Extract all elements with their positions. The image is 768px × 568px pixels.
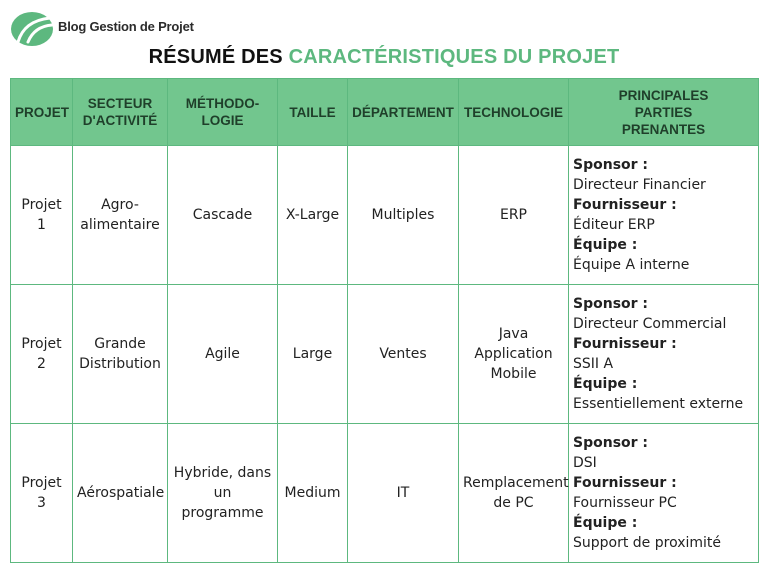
header-methodo-line: MÉTHODO-	[185, 96, 260, 111]
cell-taille: Medium	[278, 424, 348, 563]
header-technologie: TECHNOLOGIE	[459, 79, 569, 146]
cell-departement: IT	[348, 424, 459, 563]
sponsor-label: Sponsor :	[573, 296, 649, 312]
cell-technologie	[459, 146, 569, 285]
header-secteur-line: D'ACTIVITÉ	[82, 113, 158, 128]
table-row	[11, 424, 759, 563]
header-departement: DÉPARTEMENT	[348, 79, 459, 146]
cell-secteur	[73, 424, 168, 563]
cell-parties-prenantes	[569, 285, 759, 424]
project-summary-table	[10, 78, 759, 563]
cell-secteur	[73, 285, 168, 424]
cell-line: alimentaire	[80, 217, 160, 233]
header-parties-line: PRENANTES	[621, 121, 706, 137]
equipe-value: Essentiellement externe	[573, 396, 744, 412]
fournisseur-value: Fournisseur PC	[573, 495, 677, 511]
sponsor-value: Directeur Commercial	[573, 316, 727, 332]
brand-name: Blog Gestion de Projet	[58, 18, 194, 34]
cell-departement: Ventes	[348, 285, 459, 424]
cell-taille: X-Large	[278, 146, 348, 285]
cell-line: Agile	[205, 346, 240, 362]
header-parties-line: PRINCIPALES	[618, 87, 709, 103]
title-part-2: CARACTÉRISTIQUES DU PROJET	[288, 46, 620, 68]
header-secteur	[73, 79, 168, 146]
table-row	[11, 285, 759, 424]
cell-line: Agro-	[101, 197, 139, 213]
cell-line: Remplacement	[463, 475, 569, 491]
leaf-logo-icon	[10, 8, 56, 48]
cell-parties-prenantes	[569, 424, 759, 563]
header-taille: TAILLE	[278, 79, 348, 146]
cell-technologie	[459, 285, 569, 424]
cell-line: un programme	[181, 485, 264, 521]
cell-departement: Multiples	[348, 146, 459, 285]
cell-line: Aérospatiale	[77, 485, 165, 501]
brand-logo[interactable]	[10, 8, 194, 48]
cell-line: Cascade	[192, 207, 253, 223]
table-header-row	[11, 79, 759, 146]
cell-line: Hybride, dans	[173, 465, 272, 481]
equipe-label: Équipe :	[573, 237, 638, 253]
cell-line: Mobile	[490, 366, 537, 382]
sponsor-label: Sponsor :	[573, 157, 649, 173]
cell-line: de PC	[493, 495, 534, 511]
header-methodo-line: LOGIE	[201, 113, 244, 128]
cell-secteur	[73, 146, 168, 285]
header-projet: PROJET	[11, 79, 73, 146]
cell-methodologie	[168, 146, 278, 285]
title-part-1: RÉSUMÉ DES	[148, 46, 283, 68]
cell-methodologie	[168, 285, 278, 424]
cell-line: Grande	[94, 336, 146, 352]
cell-projet: Projet 3	[11, 424, 73, 563]
equipe-value: Support de proximité	[573, 535, 722, 551]
sponsor-label: Sponsor :	[573, 435, 649, 451]
cell-line: Distribution	[79, 356, 161, 372]
header-methodologie	[168, 79, 278, 146]
cell-line: ERP	[499, 207, 527, 223]
header-parties-prenantes	[569, 79, 759, 146]
cell-line: Java	[498, 326, 529, 342]
cell-projet: Projet 1	[11, 146, 73, 285]
header-secteur-line: SECTEUR	[87, 96, 153, 111]
cell-taille: Large	[278, 285, 348, 424]
fournisseur-value: SSII A	[573, 356, 614, 372]
fournisseur-label: Fournisseur :	[573, 475, 677, 491]
equipe-label: Équipe :	[573, 515, 638, 531]
cell-methodologie	[168, 424, 278, 563]
cell-technologie	[459, 424, 569, 563]
table-row	[11, 146, 759, 285]
cell-parties-prenantes	[569, 146, 759, 285]
sponsor-value: DSI	[573, 455, 597, 471]
fournisseur-label: Fournisseur :	[573, 336, 677, 352]
equipe-label: Équipe :	[573, 376, 638, 392]
cell-line: Application	[474, 346, 553, 362]
page-title	[0, 46, 768, 69]
equipe-value: Équipe A interne	[573, 257, 690, 273]
cell-projet: Projet 2	[11, 285, 73, 424]
fournisseur-value: Éditeur ERP	[573, 217, 655, 233]
fournisseur-label: Fournisseur :	[573, 197, 677, 213]
sponsor-value: Directeur Financier	[573, 177, 706, 193]
header-parties-line: PARTIES	[634, 104, 693, 120]
